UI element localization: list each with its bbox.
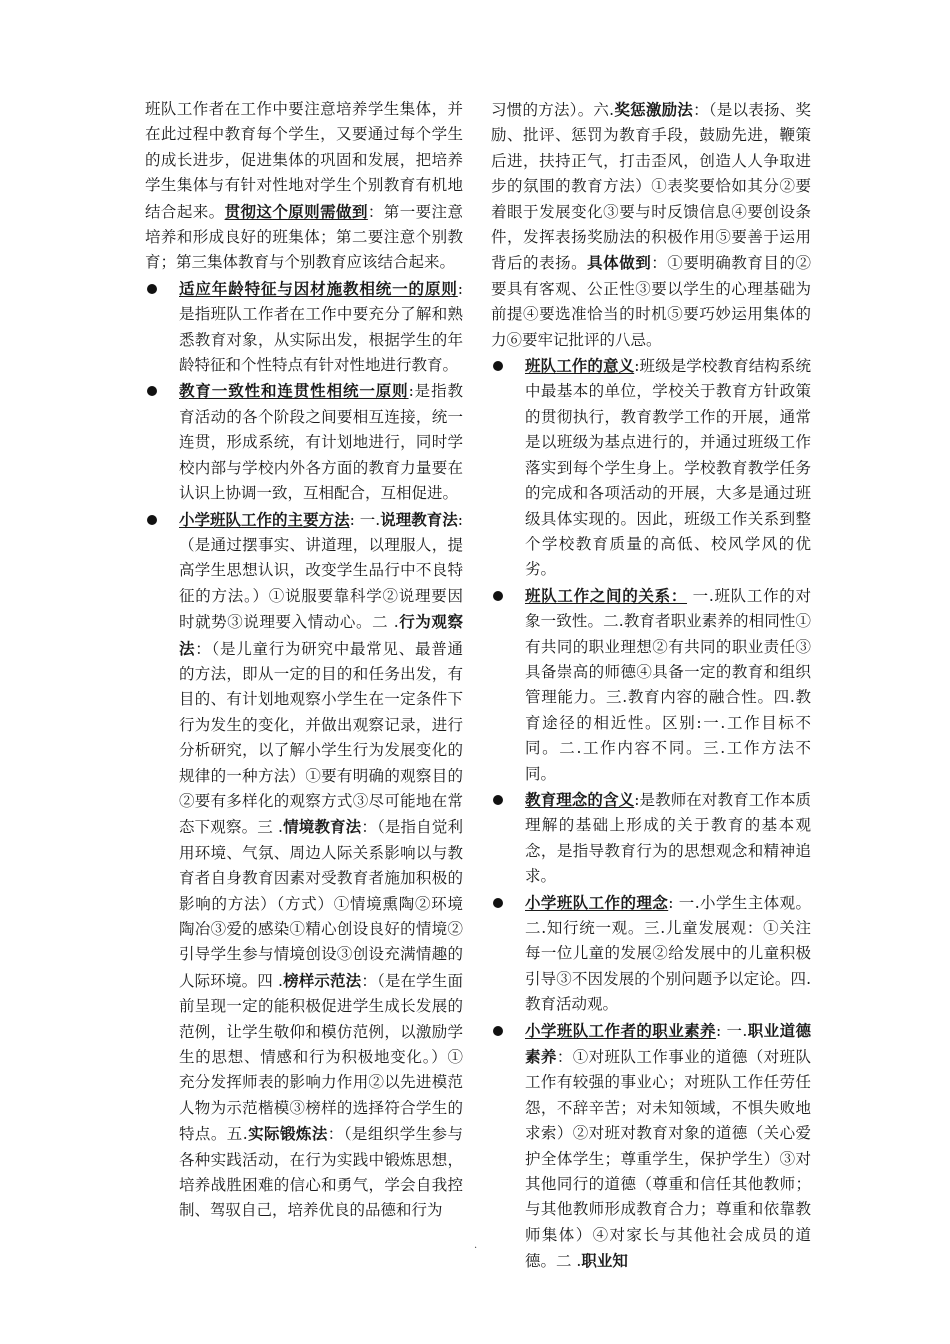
right-column xyxy=(491,97,811,1275)
main-methods-item: 小学班队工作的主要方法: 一.说理教育法:（是通过摆事实、讲道理，以理服人，提高学生思想认识，改变学生品行中不良特征的方法。）①说服要靠科学②说理要因时就势③说理要入情动心。二 .行为观察法：（是儿童行为研究中最常见、最普通的方法，即从一定的目的和任务出发，有目的、有计划地观察小学生在一定条件下行为发生的变化，并做出观察记录，进行分析研究，以了解小学生行为发展变化的规律的一种方法）①要有明确的观察目的②要有多样化的观察方式③尽可能地在常态下观察。三 .情境教育法：（是指自觉利用环境、气氛、周边人际关系影响以与教育者自身教育因素对受教育者施加积极的影响的方法）（方式）①情境熏陶②环境陶冶③爱的感染①精心创设良好的情境②引导学生参与情境创设③创设充满情趣的人际环境。四 .榜样示范法：（是在学生面前呈现一定的能积极促进学生成长发展的范例，让学生敬仰和模仿范例，以激励学生的思想、情感和行为积极地变化。）①充分发挥师表的影响力作用②以先进模范人物为示范楷模③榜样的选择符合学生的特点。五.实际锻炼法：（是组织学生参与各种实践活动，在行为实践中锻炼思想，培养战胜困难的信心和勇气，学会自我控制、驾驭自己，培养优良的品德和行为 xyxy=(145,507,463,1224)
method-name: 榜样示范法 xyxy=(282,970,362,990)
bullet-icon xyxy=(493,795,503,805)
method-name: 情境教育法 xyxy=(282,817,362,837)
bullet-icon xyxy=(493,591,503,601)
philosophy-item: 小学班队工作的理念: 一.小学生主体观。二.知行统一观。三.儿童发展观：①关注每一位儿童的发展②给发展中的儿童积极引导③不因发展的个别问题予以定论。四.教育活动观。 xyxy=(491,890,811,1018)
bullet-icon xyxy=(147,515,157,525)
method-name: 行为观察法 xyxy=(179,612,463,658)
relation-item: 班队工作之间的关系： 一.班队工作的对象一致性。二.教育者职业素养的相同性①有共同的职业理想②有共同的职业责任③具备崇高的师德④具备一定的教育和组织管理能力。三.教育内容的融合性。四.教育途径的相近性。区别:一.工作目标不同。二.工作内容不同。三.工作方法不同。 xyxy=(491,583,811,787)
footer-mark: . xyxy=(474,1240,478,1251)
bullet-icon xyxy=(493,1026,503,1036)
bullet-icon xyxy=(147,386,157,396)
methods-continued-paragraph: 习惯的方法）。六.奖惩激励法：（是以表扬、奖励、批评、惩罚为教育手段，鼓励先进，鞭策后进，扶持正气，打击歪风，创造人人争取进步的氛围的教育方法）①表奖要恰如其分②要着眼于发展变化③要与时反馈信息④要创设条件，发挥表扬奖励法的积极作用⑤要善于运用背后的表扬。具体做到：①要明确教育目的②要具有客观、公正性③要以学生的心理基础为前提④要选准恰当的时机⑤要巧妙运用集体的力⑥要牢记批评的八忌。 xyxy=(491,100,811,349)
item-title: 班队工作之间的关系： xyxy=(525,585,688,605)
concept-item: 教育理念的含义:是教师在对教育工作本质理解的基础上形成的关于教育的基本观念，是指导教育行为的思想观念和精神追求。 xyxy=(491,787,811,890)
method-name: 实际锻炼法 xyxy=(247,1124,328,1144)
age-principle-item: 适应年龄特征与因材施教相统一的原则:是指班队工作者在工作中要充分了解和熟悉教育对象，从实际出发，根据学生的年龄特征和个性特点有针对性地进行教育。 xyxy=(145,276,463,379)
key-phrase: 具体做到 xyxy=(587,253,652,273)
item-title: 小学班队工作者的职业素养 xyxy=(525,1020,716,1040)
professional-quality-item: 小学班队工作者的职业素养: 一.职业道德素养：①对班队工作事业的道德（对班队工作有较强的事业心；对班队工作任劳任怨，不辞辛苦；对未知领域，不惧失败地求索）②对班对教育对象的道德（关心爱护全体学生；尊重学生，保护学生）③对其他同行的道德（尊重和信任其他教师；与其他教师形成教育合力；尊重和依靠教师集体）④对家长与其他社会成员的道德。二 .职业知 xyxy=(491,1018,811,1275)
method-name: 奖惩激励法 xyxy=(614,100,694,119)
left-column xyxy=(145,97,463,1224)
item-title: 适应年龄特征与因材施教相统一的原则 xyxy=(179,278,458,298)
bullet-icon xyxy=(147,284,157,294)
sub-heading: 职业知 xyxy=(581,1251,628,1271)
bullet-icon xyxy=(493,898,503,908)
consistency-principle-item: 教育一致性和连贯性相统一原则:是指教育活动的各个阶段之间要相互连接，统一连贯，形成系统，有计划地进行，同时学校内部与学校内外各方面的教育力量要在认识上协调一致，互相配合，互相促进。 xyxy=(145,378,463,506)
item-title: 小学班队工作的主要方法 xyxy=(179,509,350,529)
bullet-icon xyxy=(493,361,503,371)
significance-item: 班队工作的意义:班级是学校教育结构系统中最基本的单位，学校关于教育方针政策的贯彻执行，教育教学工作的开展，通常是以班级为基点进行的，并通过班级工作落实到每个学生身上。学校教育教学任务的完成和各项活动的开展，大多是通过班级具体实现的。因此，班级工作关系到整个学校教育质量的高低、校风学风的优劣。 xyxy=(491,353,811,583)
item-title: 教育一致性和连贯性相统一原则 xyxy=(179,381,409,401)
key-phrase: 贯彻这个原则需做到 xyxy=(224,201,368,221)
item-title: 教育理念的含义 xyxy=(525,789,635,809)
item-title: 小学班队工作的理念 xyxy=(525,892,669,912)
sub-heading: 职业道德素养 xyxy=(525,1020,811,1067)
item-title: 班队工作的意义 xyxy=(525,356,635,376)
method-name: 说理教育法 xyxy=(380,509,458,529)
collective-principle-paragraph: 班队工作者在工作中要注意培养学生集体，并在此过程中教育每个学生，又要通过每个学生的成长进步，促进集体的巩固和发展，把培养学生集体与有针对性地对学生个别教育有机地结合起来。贯彻这个原则需做到：第一要注意培养和形成良好的班集体；第二要注意个别教育；第三集体教育与个别教育应该结合起来。 xyxy=(145,100,463,272)
